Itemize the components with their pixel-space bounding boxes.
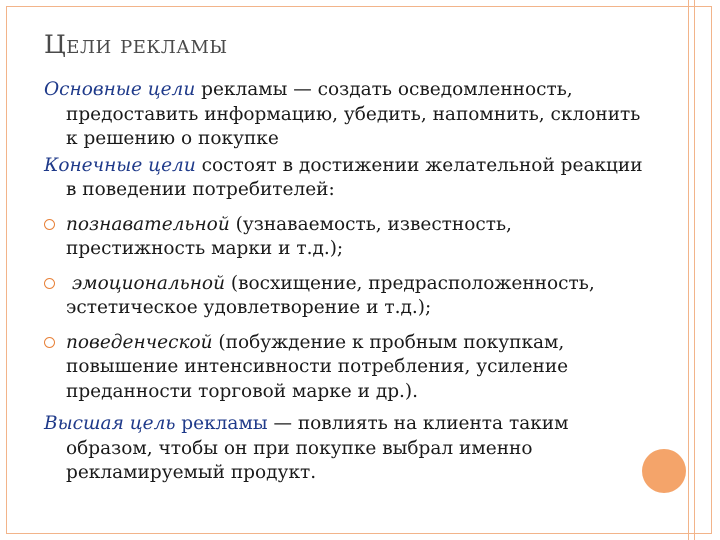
final-goals-paragraph	[44, 154, 644, 203]
main-goals-paragraph	[44, 78, 644, 152]
final-goals-term: Конечные цели	[44, 154, 196, 176]
bullet-item-emotional	[44, 272, 644, 321]
slide-body	[44, 78, 644, 486]
bullet-item-behavioral	[44, 331, 644, 405]
highest-goal-term: Высшая цель	[44, 413, 176, 434]
final-goals-text: состоят в достижении желательной реакции в поведении потребителей:	[66, 154, 643, 200]
bullet-text: (побуждение к пробным покупкам, повышение интенсивности потребления, усиление преданности торговой марке и др.).	[66, 331, 569, 402]
bullet-item-cognitive	[44, 213, 644, 262]
slide-title	[44, 30, 228, 59]
bullet-circle-icon	[44, 219, 55, 230]
bullet-term: познавательной	[66, 213, 230, 235]
bullet-term: поведенческой	[66, 331, 213, 353]
highest-goal-term2: рекламы	[175, 413, 268, 434]
bullet-circle-icon	[44, 337, 55, 348]
bullet-term: эмоциональной	[66, 272, 225, 294]
frame-line-outer	[694, 0, 695, 540]
bullet-text: (узнаваемость, известность, престижность марки и т.д.);	[66, 213, 512, 259]
main-goals-term: Основные цели	[44, 79, 196, 100]
frame-line-inner	[688, 0, 689, 540]
bullet-text: (восхищение, предрасположенность, эстетическое удовлетворение и т.д.);	[66, 272, 595, 318]
title-text: Цели рекламы	[44, 30, 228, 59]
highest-goal-text: — повлиять на клиента таким образом, чтобы он при покупке выбрал именно рекламируемый продукт.	[66, 413, 569, 483]
highest-goal-paragraph	[44, 412, 644, 486]
decorative-orange-circle	[642, 449, 686, 493]
main-goals-text: рекламы — создать осведомленность, предоставить информацию, убедить, напомнить, склонить к решению о покупке	[66, 79, 641, 149]
bullet-circle-icon	[44, 278, 55, 289]
